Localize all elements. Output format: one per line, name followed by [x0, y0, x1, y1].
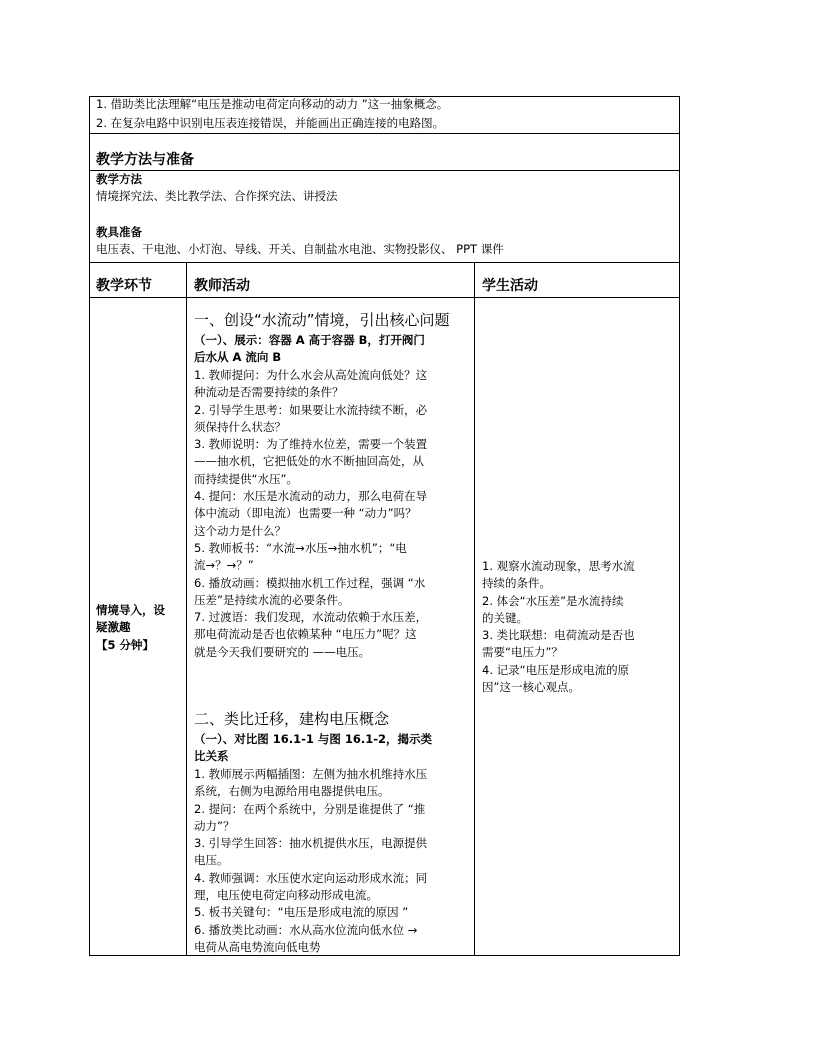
part1-line: 这个动力是什么？	[194, 523, 286, 538]
part1-line: 流→？→？”	[194, 558, 254, 573]
part1-line: ——抽水机，它把低处的水不断抽回高处，从	[194, 454, 424, 469]
part1-line: 2. 引导学生思考：如果要让水流持续不断，必	[194, 402, 428, 417]
student-line: 的关键。	[482, 610, 528, 625]
part2-line: 电荷从高电势流向低电势	[194, 939, 321, 954]
table-col-divider-1	[186, 262, 187, 956]
part1-line: 而持续提供“水压”。	[194, 471, 298, 486]
part1-steps	[194, 367, 427, 661]
stage-line-2: 疑激趣	[96, 620, 131, 635]
part2-subtitle-line: 比关系	[194, 749, 229, 764]
part2-subtitle	[194, 731, 432, 766]
part2-title: 二、类比迁移，建构电压概念	[194, 710, 390, 728]
part1-line: 体中流动（即电流）也需要一种 “动力”吗？	[194, 506, 417, 521]
part2-line: 2. 提问：在两个系统中，分别是谁提供了 “推	[194, 801, 426, 816]
part2-line: 3. 引导学生回答：抽水机提供水压，电源提供	[194, 836, 428, 851]
part1-line: 7. 过渡语：我们发现，水流动依赖于水压差，	[194, 610, 428, 625]
part1-line: 种流动是否需要持续的条件？	[194, 385, 344, 400]
methods-heading: 教学方法与准备	[96, 152, 194, 168]
part2-line: 1. 教师展示两幅插图：左侧为抽水机维持水压	[194, 767, 428, 781]
part1-line: 1. 教师提问：为什么水会从高处流向低处？这	[194, 368, 428, 382]
part2-line: 6. 播放类比动画：水从高水位流向低水位 →	[194, 922, 418, 937]
header-teacher: 教师活动	[194, 278, 250, 294]
table-col-divider-2	[474, 262, 475, 956]
student-line: 需要“电压力”？	[482, 645, 563, 660]
part2-line: 理，电压使电荷定向移动形成电流。	[194, 888, 378, 903]
stage-line-3: 【5 分钟】	[96, 637, 155, 652]
part2-line: 5. 板书关键句：“电压是形成电流的原因 ”	[194, 905, 409, 920]
objective-2: 2. 在复杂电路中识别电压表连接错误，并能画出正确连接的电路图。	[96, 116, 445, 130]
student-line: 2. 体会“水压差”是水流持续	[482, 593, 624, 608]
part1-line: 3. 教师说明：为了维持水位差，需要一个装置	[194, 437, 428, 452]
methods-label: 教学方法	[96, 172, 142, 186]
part2-line: 4. 教师强调：水压使水定向运动形成水流；同	[194, 870, 428, 885]
objective-1: 1. 借助类比法理解“电压是推动电荷定向移动的动力 ”这一抽象概念。	[96, 97, 449, 111]
part1-line: 5. 教师板书：“水流→水压→抽水机”；“电	[194, 540, 407, 555]
part1-line: 须保持什么状态？	[194, 419, 286, 434]
part1-line: 4. 提问：水压是水流动的动力，那么电荷在导	[194, 489, 428, 504]
part2-line: 系统，右侧为电源给用电器提供电压。	[194, 784, 390, 799]
part1-line: 那电荷流动是否也依赖某种 “电压力”呢？这	[194, 627, 417, 642]
methods-divider	[89, 170, 680, 171]
student-activities	[482, 558, 635, 696]
part1-line: 压差”是持续水流的必要条件。	[194, 592, 350, 607]
student-line: 4. 记录“电压是形成电流的原	[482, 662, 630, 677]
student-line: 持续的条件。	[482, 576, 551, 591]
table-header-divider	[89, 297, 680, 298]
part1-line: 就是今天我们要研究的 ——电压。	[194, 644, 371, 659]
tools-text: 电压表、干电池、小灯泡、导线、开关、自制盐水电池、实物投影仪、 PPT 课件	[96, 242, 504, 256]
methods-text: 情境探究法、类比教学法、合作探究法、讲授法	[96, 189, 338, 203]
header-stage: 教学环节	[96, 278, 152, 294]
student-line: 3. 类比联想：电荷流动是否也	[482, 628, 635, 643]
header-student: 学生活动	[482, 278, 538, 294]
student-line: 1. 观察水流动现象，思考水流	[482, 559, 635, 573]
tools-label: 教具准备	[96, 225, 142, 239]
part2-steps	[194, 766, 427, 956]
stage-line-1: 情境导入，设	[96, 603, 165, 617]
part2-line: 动力”？	[194, 818, 235, 833]
part2-subtitle-line: （一）、对比图 16.1-1 与图 16.1-2，揭示类	[194, 732, 433, 746]
part1-title: 一、创设“水流动”情境，引出核心问题	[194, 311, 450, 329]
stage-cell	[96, 602, 165, 654]
part1-subtitle-line: 后水从 A 流向 B	[194, 350, 282, 365]
student-line: 因”这一核心观点。	[482, 680, 580, 695]
part1-line: 6. 播放动画：模拟抽水机工作过程，强调 “水	[194, 575, 426, 590]
part2-line: 电压。	[194, 853, 229, 868]
part1-subtitle-line: （一）、展示：容器 A 高于容器 B，打开阀门	[194, 333, 425, 347]
part1-subtitle	[194, 332, 425, 367]
